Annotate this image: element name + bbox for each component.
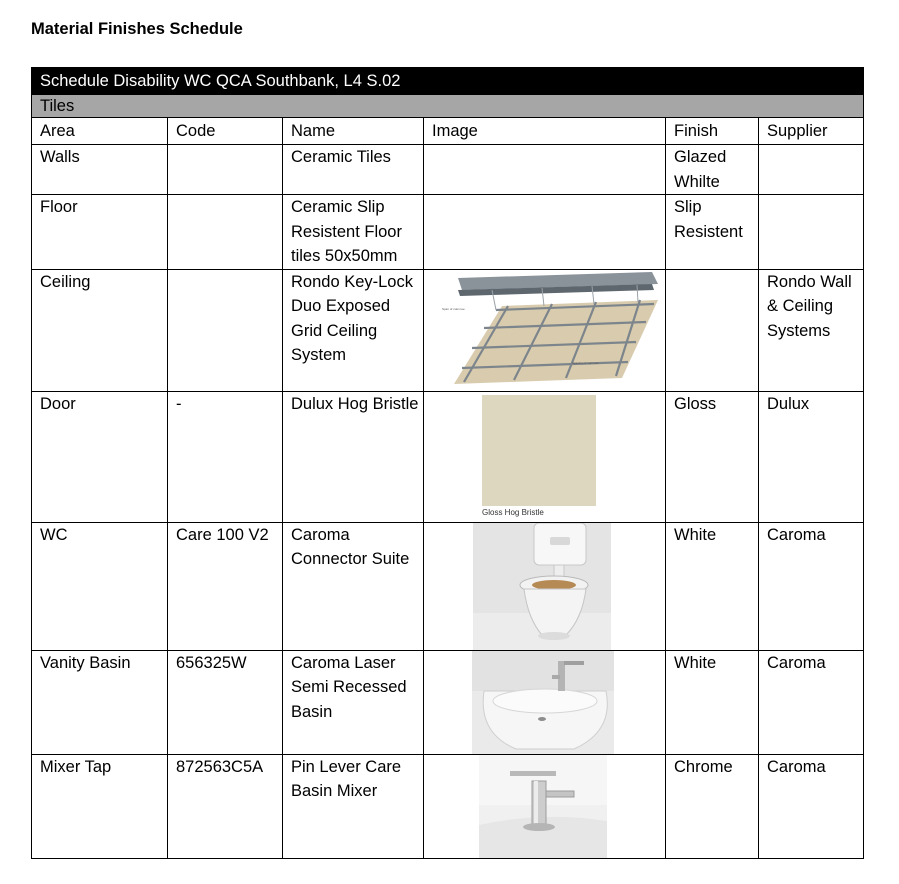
cell-area: Floor — [32, 195, 168, 270]
cell-name: Caroma Connector Suite — [283, 522, 424, 650]
cell-image — [424, 650, 666, 754]
column-header-name: Name — [283, 118, 424, 145]
cell-supplier: Dulux — [759, 391, 864, 522]
table-row — [32, 754, 864, 858]
cell-image — [424, 522, 666, 650]
cell-image — [424, 391, 666, 522]
cell-area: WC — [32, 522, 168, 650]
cell-area: Ceiling — [32, 269, 168, 391]
cell-name: Dulux Hog Bristle — [283, 391, 424, 522]
section-label: Tiles — [32, 95, 864, 118]
cell-name: Pin Lever Care Basin Mixer — [283, 754, 424, 858]
cell-name: Ceramic Slip Resistent Floor tiles 50x50mm — [283, 195, 424, 270]
column-header-image: Image — [424, 118, 666, 145]
cell-area: Mixer Tap — [32, 754, 168, 858]
column-header-row — [32, 118, 864, 145]
cell-finish: Glazed Whilte — [666, 145, 759, 195]
cell-name: Ceramic Tiles — [283, 145, 424, 195]
ceiling-grid-diagram — [432, 270, 666, 391]
cell-supplier — [759, 145, 864, 195]
table-row — [32, 522, 864, 650]
cell-finish — [666, 269, 759, 391]
cell-area: Walls — [32, 145, 168, 195]
column-header-code: Code — [168, 118, 283, 145]
cell-code: - — [168, 391, 283, 522]
cell-code — [168, 195, 283, 270]
cell-supplier: Caroma — [759, 754, 864, 858]
schedule-title-row — [32, 68, 864, 95]
cell-code: 872563C5A — [168, 754, 283, 858]
cell-code: Care 100 V2 — [168, 522, 283, 650]
mixer-tap-photo — [424, 755, 666, 859]
paint-swatch — [482, 395, 596, 506]
cell-code — [168, 269, 283, 391]
cell-finish: White — [666, 522, 759, 650]
svg-text:Span of main tee: Span of main tee — [442, 306, 465, 311]
table-row — [32, 145, 864, 195]
cell-image — [424, 269, 666, 391]
cell-finish: White — [666, 650, 759, 754]
document-title: Material Finishes Schedule — [31, 20, 243, 38]
cell-image — [424, 195, 666, 270]
column-header-finish: Finish — [666, 118, 759, 145]
cell-image — [424, 145, 666, 195]
table-row — [32, 391, 864, 522]
cell-supplier — [759, 195, 864, 270]
cell-name: Caroma Laser Semi Recessed Basin — [283, 650, 424, 754]
svg-text:Spacing of main tee: Spacing of main tee — [572, 360, 599, 365]
paint-swatch-caption: Gloss Hog Bristle — [482, 507, 544, 517]
toilet-photo — [424, 523, 666, 651]
table-row — [32, 650, 864, 754]
finishes-schedule-table — [31, 67, 864, 859]
section-row — [32, 95, 864, 118]
cell-code — [168, 145, 283, 195]
table-row — [32, 195, 864, 270]
cell-finish: Slip Resistent — [666, 195, 759, 270]
column-header-supplier: Supplier — [759, 118, 864, 145]
cell-finish: Gloss — [666, 391, 759, 522]
column-header-area: Area — [32, 118, 168, 145]
basin-photo — [424, 651, 666, 755]
cell-area: Door — [32, 391, 168, 522]
cell-area: Vanity Basin — [32, 650, 168, 754]
cell-finish: Chrome — [666, 754, 759, 858]
cell-image — [424, 754, 666, 858]
cell-name: Rondo Key-Lock Duo Exposed Grid Ceiling System — [283, 269, 424, 391]
cell-code: 656325W — [168, 650, 283, 754]
table-row — [32, 269, 864, 391]
cell-supplier: Rondo Wall & Ceiling Systems — [759, 269, 864, 391]
cell-supplier: Caroma — [759, 650, 864, 754]
schedule-title: Schedule Disability WC QCA Southbank, L4 S.02 — [32, 68, 864, 95]
cell-supplier: Caroma — [759, 522, 864, 650]
